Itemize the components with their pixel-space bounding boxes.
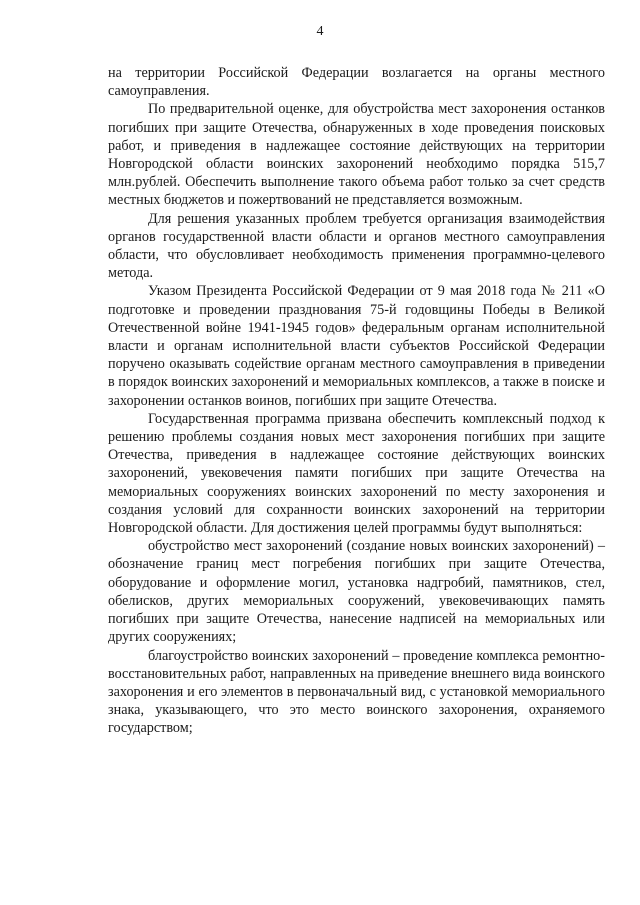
paragraph-program-goal: Государственная программа призвана обеспечить комплексный подход к решению проблемы создания новых мест захоронения погибших при защите Отечества, приведения в надлежащее состояние действующих воинских захоронений, увековечения памяти погибших при защите Отечества на мемориальных сооружениях воинских захоронений по месту захоронения и создания условий для сохранности воинских захоронений на территории Новгородской области. Для достижения целей программы будут выполняться: <box>108 410 605 537</box>
paragraph-cost-estimate: По предварительной оценке, для обустройства мест захоронения останков погибших при защите Отечества, обнаруженных в ходе проведения поисковых работ, и приведения в надлежащее состояние действующих на территории Новгородской области воинских захоронений необходимо порядка 515,7 млн.рублей. Обеспечить выполнение такого объема работ только за счет средств местных бюджетов и пожертвований не представляется возможным. <box>108 101 605 209</box>
document-body <box>108 64 605 738</box>
paragraph-presidential-decree: Указом Президента Российской Федерации от 9 мая 2018 года № 211 «О подготовке и проведении празднования 75-й годовщины Победы в Великой Отечественной войне 1941-1945 годов» федеральным органам исполнительной власти и органам исполнительной власти субъектов Российской Федерации поручено оказывать содействие органам местного самоуправления в приведении в порядок воинских захоронений и мемориальных комплексов, а также в поиске и захоронении останков воинов, погибших при защите Отечества. <box>108 283 605 409</box>
paragraph-landscaping: благоустройство воинских захоронений – проведение комплекса ремонтно-восстановительных работ, направленных на приведение внешнего вида воинского захоронения и его элементов в первоначальный вид, с установкой мемориального знака, указывающего, что это место воинского захоронения, охраняемого государством; <box>108 647 605 737</box>
paragraph-burial-arrangement: обустройство мест захоронений (создание новых воинских захоронений) – обозначение границ мест погребения погибших при защите Отечества, оборудование и оформление могил, установка надгробий, памятников, стел, обелисков, других мемориальных сооружений, увековечивающих память погибших при защите Отечества, нанесение надписей на мемориальных или других сооружениях; <box>108 538 605 646</box>
paragraph-continuation: на территории Российской Федерации возлагается на органы местного самоуправления. <box>108 65 605 100</box>
page-number: 4 <box>316 24 324 39</box>
paragraph-cooperation: Для решения указанных проблем требуется организация взаимодействия органов государственной власти области и органов местного самоуправления области, что обусловливает необходимость применения программно-целевого метода. <box>108 210 605 282</box>
